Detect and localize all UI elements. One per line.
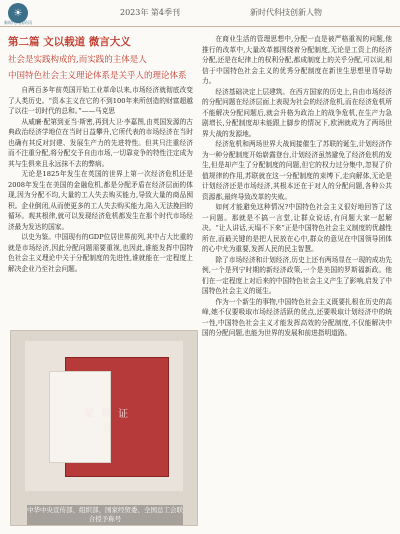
- paragraph: 在商业生活的管理思想中,分配一直是被严格重视的问题,他推行的改革中,大量改革都围绕着分配制度,无论是工资上的经济分配,还是在纪律上的权利分配,都成制度上的关乎分配,可以说,相信于中国特色社会主义的优秀分配制度在新世生思想里背导助力。: [202, 35, 392, 85]
- subtitle-1: 社会是实践构成的,而实践的主体是人: [8, 55, 147, 65]
- paragraph: 自两百多年前英国开始工业革命以来,市场经济就彻底改变了人类历史。“资本主义在它的不到100年来所创造的财富超越了以往一切时代的总和。”——马克思: [8, 86, 193, 115]
- paragraph: 无论是1825年发生在英国的世界上第一次经济危机还是2008年发生在美国的金融危机,都是分配矛盾在经济层面的体现,因为分配不均,大量的工人失去购买能力,导致大量的商品囤积。企业倒闭,从而使更多的工人失去购买能力,陷入无法挽回的循环。观其根律,就可以发现经济危机都发生在那个时代市场经济最为发达的国家。: [8, 170, 193, 231]
- paragraph: 以史为鉴。中国现有的GDP位居世界前列,其中占大比重的就是市场经济,因此分配问题需要重视,也因此,谁能发挥中国特色社会主义理论中关于分配制度的先进性,谁就能在一定程度上解决企业乃至社会问题。: [8, 233, 193, 273]
- paragraph: 除了市场经济和计划经济,历史上还有两场显在一现的成功先例,一个是列宁时期的新经济政策,一个是美国的罗斯福新政。他们在一定程度上对后来的中国特色社会主义产生了影响,启发了中国特色社会主义的诞生。: [202, 255, 392, 295]
- photo-caption: 中华中央宣传部、组织部、国家经贸委、全国总工会联合授予称号: [27, 506, 183, 523]
- left-column: [8, 34, 193, 274]
- paragraph: 经济基础决定上层建筑。在西方国家的历史上,自由市场经济的分配问题在经济层面上表现为社会的经济危机,而在经济危机所不能解决分配问题后,就会升格为政治上的战争危机,在生产力急剧增长,分配制度却未能跟上脚步的情况下,欧洲就成为了两场世界大战的发源地。: [202, 87, 392, 138]
- right-column: [202, 34, 392, 339]
- paragraph: 从威廉·配第到亚当·斯密,再到大卫·李嘉图,由英国发源的古典政治经济学地位在当时日益攀升,它所代表的市场经济在当时也确有其反对封建、发展生产力的先进特性。但其只注重经济而不注重分配,将分配交予自由市场,一切靠竞争的特性注定成为其与生俱来且永远抹不去的弊病。: [8, 117, 193, 168]
- publication-title: 新时代科技创新人物: [250, 8, 322, 17]
- logo-caption: 新时代科技资讯: [4, 20, 32, 25]
- section-title: 第二篇 文以载道 微言大义: [8, 36, 131, 48]
- page-header: [0, 0, 400, 27]
- certificate-title: 荣 誉 证 书: [83, 409, 131, 435]
- publication-logo: ☀: [8, 3, 28, 23]
- paragraph: 经济危机和两场世界大战间接催生了苏联的诞生,计划经济作为一种分配制度开始崭露登台,计划经济虽然避免了经济危机的发生,但是却产生了分配制度的问题,但它的权力过分集中,忽视了价值规律的作用,苏联就在这一分配制度的束缚下,走向解体,无论是计划经济还是市场经济,其根本还在于对人的分配问题,各种公共资源都,最终导致改革的失败。: [202, 140, 392, 201]
- paragraph: 作为一个新生的事物,中国特色社会主义既要扎根在历史的高峰,她不仅要吸取市场经济活跃的优点,还要吸取计划经济中的统一性,中国特色社会主义才能发挥高效的分配制度,不仅能解决中国的分配问题,也能为世界的发展和前进指明道路。: [202, 297, 392, 337]
- issue-label: 2023年 第4季刊: [120, 8, 180, 17]
- paragraph: 如何才能避免这种情况?中国特色社会主义很好地回答了这一问题。那就是不搞一言堂,让群众说话,有问题大家一起解决。“让人讲话,天塌不下来”正是中国特色社会主义制度的优越性所在,而最关键的是把人民放在心中,群众的意见在中国领导团体的心中尤为重要,发挥人民的民主智慧。: [202, 203, 392, 253]
- subtitle-2: 中国特色社会主义理论体系是关乎人的理论体系: [8, 71, 187, 81]
- certificate-background: [25, 341, 183, 491]
- certificate-photo: [10, 330, 198, 526]
